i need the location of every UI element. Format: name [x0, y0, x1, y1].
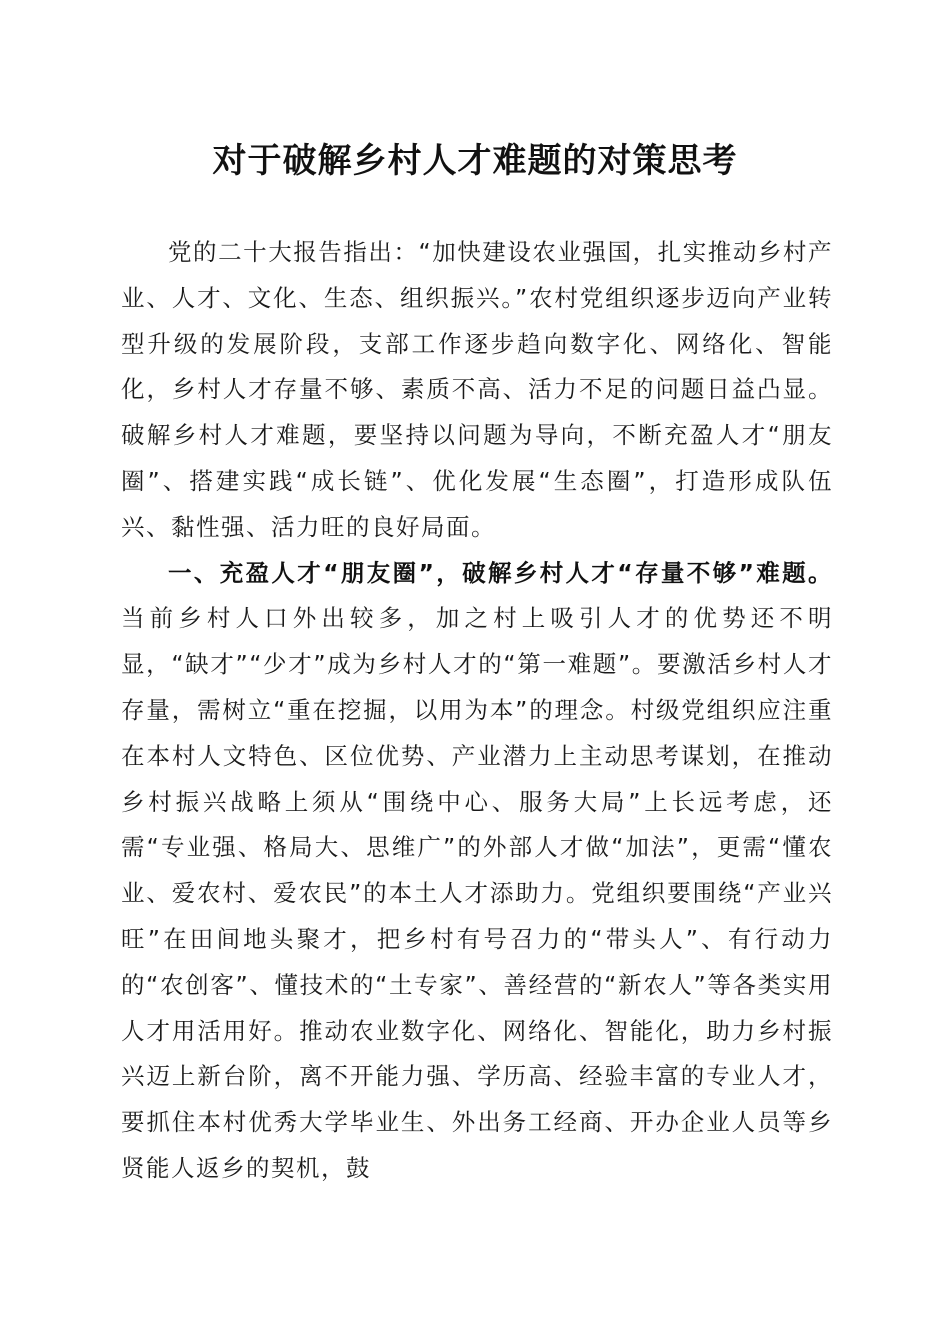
section-1-body: 当前乡村人口外出较多，加之村上吸引人才的优势还不明显，“缺才”“少才”成为乡村人才的“第一难题”。要激活乡村人才存量，需树立“重在挖掘，以用为本”的理念。村级党组织应注重在本村人文特色、区位优势、产业潜力上主动思考谋划，在推动乡村振兴战略上须从“围绕中心、服务大局”上长远考虑，还需“专业强、格局大、思维广”的外部人才做“加法”，更需“懂农业、爱农村、爱农民”的本土人才添助力。党组织要围绕“产业兴旺”在田间地头聚才，把乡村有号召力的“带头人”、有行动力的“农创客”、懂技术的“土专家”、善经营的“新农人”等各类实用人才用活用好。推动农业数字化、网络化、智能化，助力乡村振兴迈上新台阶，离不开能力强、学历高、经验丰富的专业人才，要抓住本村优秀大学毕业生、外出务工经商、开办企业人员等乡贤能人返乡的契机，鼓 [121, 604, 833, 1182]
document-title: 对于破解乡村人才难题的对策思考 [212, 141, 738, 181]
intro-paragraph: 党的二十大报告指出：“加快建设农业强国，扎实推动乡村产业、人才、文化、生态、组织振兴。”农村党组织逐步迈向产业转型升级的发展阶段，支部工作逐步趋向数字化、网络化、智能化，乡村人才存量不够、素质不高、活力不足的问题日益凸显。破解乡村人才难题，要坚持以问题为导向，不断充盈人才“朋友圈”、搭建实践“成长链”、优化发展“生态圈”，打造形成队伍兴、黏性强、活力旺的良好局面。 [121, 238, 833, 541]
document-body [121, 230, 833, 1192]
section-1-paragraph [121, 551, 833, 1192]
section-1-heading: 一、充盈人才“朋友圈”，破解乡村人才“存量不够”难题。 [168, 558, 833, 587]
